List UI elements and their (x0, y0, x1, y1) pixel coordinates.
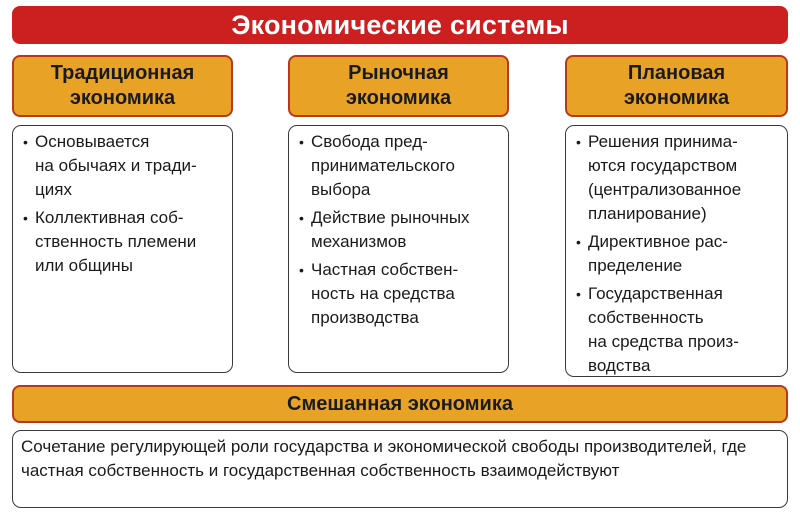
list-item-text: Действие рыночных механизмов (311, 208, 470, 251)
mixed-economy-header: Смешанная экономика (12, 385, 788, 423)
list-item (21, 130, 226, 202)
planned-economy-list (566, 126, 787, 378)
market-economy-box (288, 125, 509, 373)
diagram-title: Экономические системы (12, 6, 788, 44)
list-item (574, 230, 781, 278)
list-item (297, 130, 502, 202)
traditional-economy-box (12, 125, 233, 373)
list-item (21, 206, 226, 278)
list-item-text: Частная собствен- ность на средства производства (311, 260, 459, 327)
list-item-text: Государственная собственность на средства произ- водства (588, 284, 739, 375)
traditional-economy-list (13, 126, 232, 278)
planned-economy-header: Плановая экономика (565, 55, 788, 117)
list-item-text: Решения принима- ются государством (централизованное планирование) (588, 132, 742, 223)
traditional-economy-header: Традиционная экономика (12, 55, 233, 117)
bullet-icon: • (576, 134, 581, 150)
bullet-icon: • (23, 134, 28, 150)
market-economy-header: Рыночная экономика (288, 55, 509, 117)
bullet-icon: • (299, 262, 304, 278)
list-item-text: Основывается на обычаях и тради- циях (35, 132, 197, 199)
bullet-icon: • (299, 210, 304, 226)
list-item (574, 130, 781, 226)
list-item-text: Коллективная соб- ственность племени или общины (35, 208, 197, 275)
bullet-icon: • (23, 210, 28, 226)
list-item (574, 282, 781, 378)
list-item-text: Директивное рас- пределение (588, 232, 728, 275)
mixed-economy-description: Сочетание регулирующей роли государства и экономической свободы производителей, где частная собственность и государственная собственность взаимодействуют (12, 430, 788, 508)
bullet-icon: • (299, 134, 304, 150)
bullet-icon: • (576, 286, 581, 302)
planned-economy-box (565, 125, 788, 377)
market-economy-list (289, 126, 508, 330)
list-item (297, 258, 502, 330)
list-item (297, 206, 502, 254)
list-item-text: Свобода пред- принимательского выбора (311, 132, 455, 199)
bullet-icon: • (576, 234, 581, 250)
